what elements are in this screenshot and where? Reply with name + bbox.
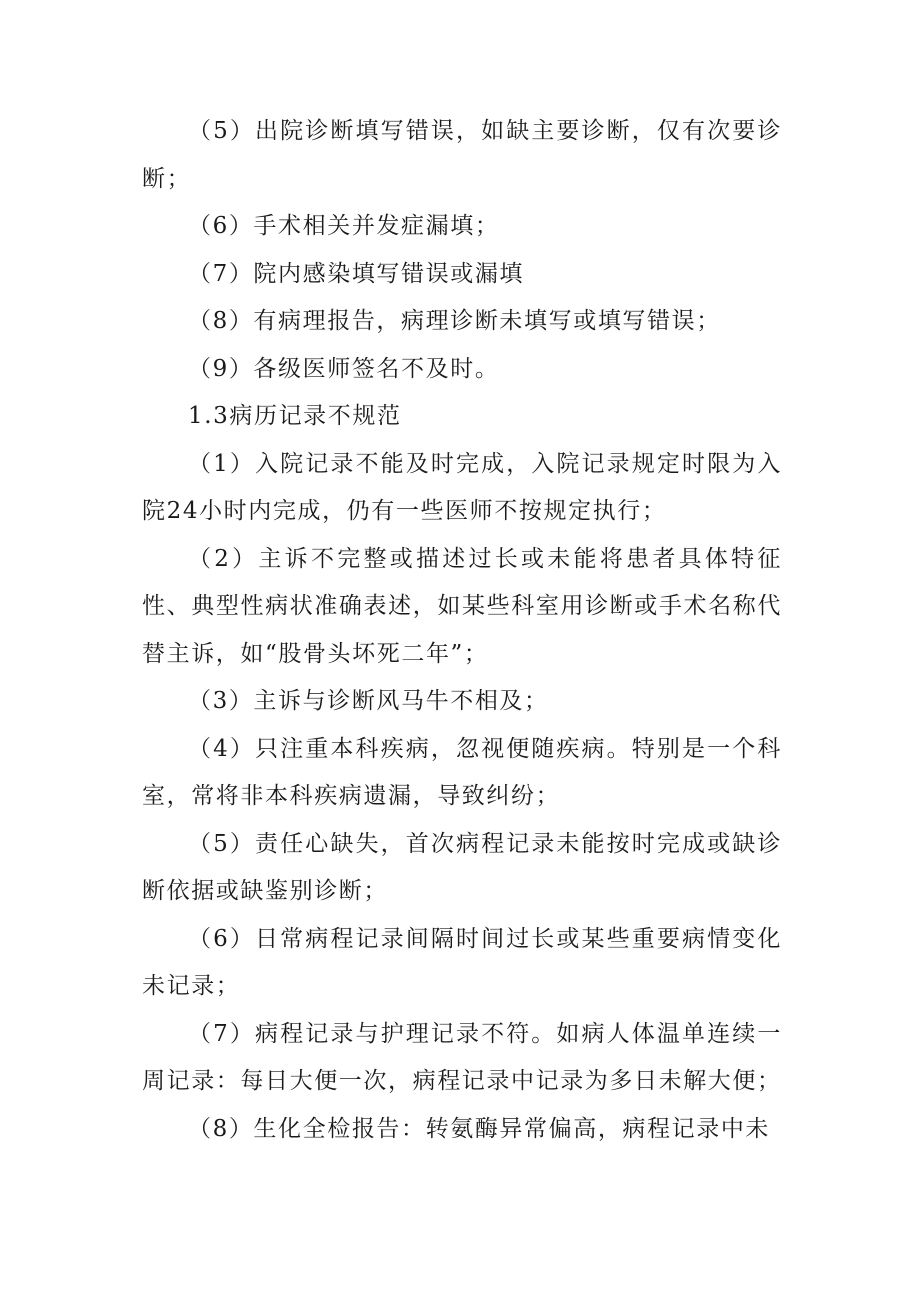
paragraph-biochemistry-report: （8）生化全检报告：转氨酶异常偏高，病程记录中未 (188, 1115, 771, 1142)
paragraph-admission-record-delay: （1）入院记录不能及时完成，入院记录规定时限为入院24小时内完成，仍有一些医师不按规定执行； (142, 450, 782, 524)
paragraph-chief-complaint-incomplete: （2）主诉不完整或描述过长或未能将患者具体特征性、典型性病状准确表述，如某些科室用诊断或手术名称代替主诉，如“股骨头坏死二年”； (142, 545, 782, 667)
paragraph-physician-signature-delay: （9）各级医师签名不及时。 (188, 355, 500, 382)
paragraph-pathology-diagnosis-error: （8）有病理报告，病理诊断未填写或填写错误； (188, 308, 721, 334)
paragraph-hospital-infection-error: （7）院内感染填写错误或漏填 (188, 260, 525, 287)
paragraph-complaint-diagnosis-mismatch: （3）主诉与诊断风马牛不相及； (188, 688, 549, 714)
paragraph-progress-note-interval: （6）日常病程记录间隔时间过长或某些重要病情变化未记录； (142, 925, 782, 999)
document-body (142, 108, 782, 1153)
paragraph-progress-nursing-mismatch: （7）病程记录与护理记录不符。如病人体温单连续一周记录：每日大便一次，病程记录中记录为多日未解大便； (142, 1020, 782, 1094)
paragraph-discharge-diagnosis-error: （5）出院诊断填写错误，如缺主要诊断，仅有次要诊断； (142, 118, 782, 192)
paragraph-surgery-complication-omission: （6）手术相关并发症漏填； (188, 213, 500, 239)
paragraph-first-progress-note-delay: （5）责任心缺失，首次病程记录未能按时完成或缺诊断依据或缺鉴别诊断； (142, 830, 782, 904)
paragraph-comorbidity-ignored: （4）只注重本科疾病，忽视便随疾病。特别是一个科室，常将非本科疾病遗漏，导致纠纷； (142, 735, 782, 809)
section-heading-record-irregular: 1.3病历记录不规范 (188, 403, 402, 429)
